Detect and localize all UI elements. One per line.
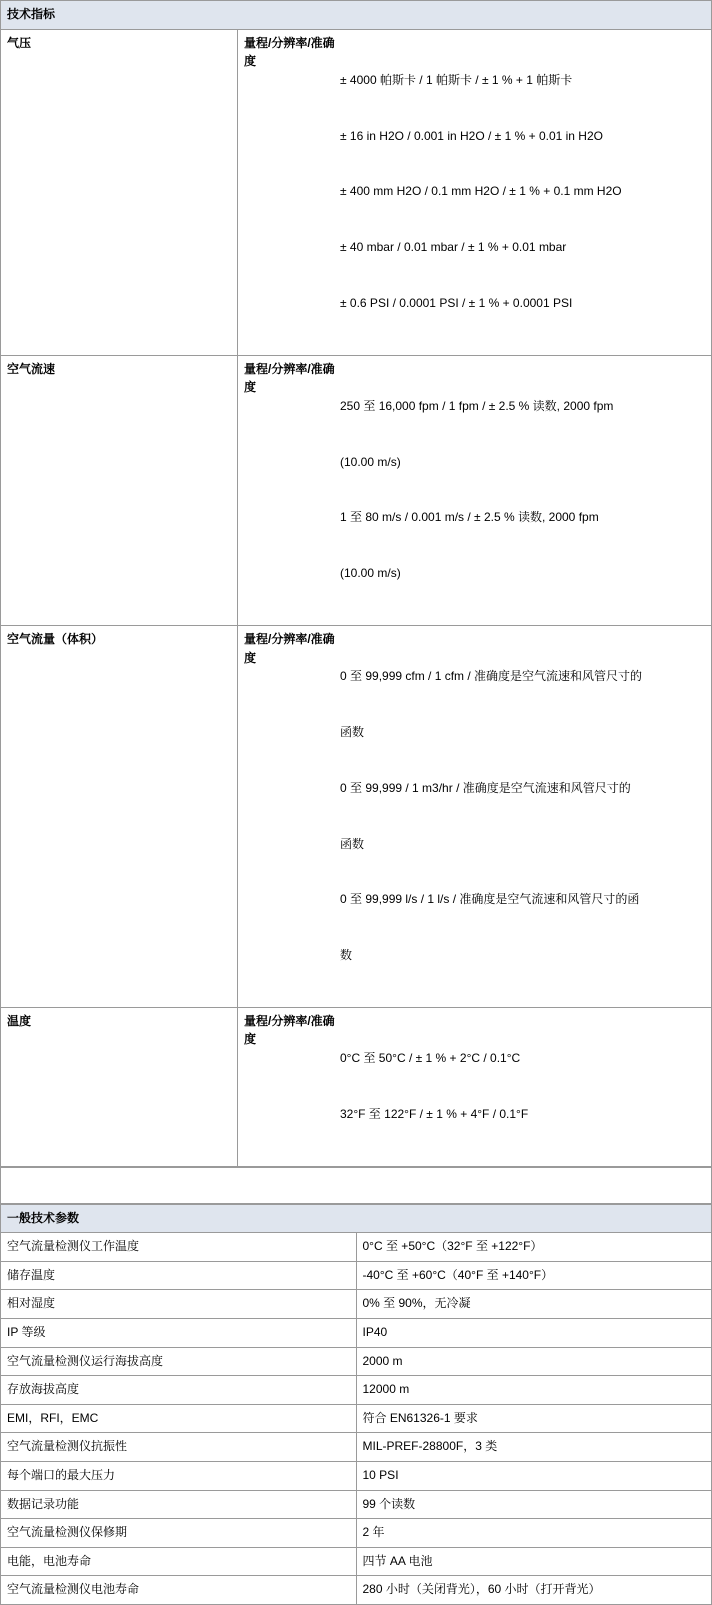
- table-row: [1, 1376, 712, 1405]
- row-value: 99 个读数: [356, 1490, 712, 1519]
- table-row: [1, 1433, 712, 1462]
- row-label: 空气流量检测仪运行海拔高度: [1, 1347, 357, 1376]
- row-sublabel: 量程/分辨率/准确度: [244, 35, 335, 69]
- value-line: ± 40 mbar / 0.01 mbar / ± 1 % + 0.01 mbar: [340, 240, 567, 255]
- technical-spec-header-row: [1, 1, 712, 30]
- spacer-cell: [1, 1167, 712, 1203]
- row-value: 280 小时（关闭背光），60 小时（打开背光）: [356, 1576, 712, 1605]
- row-label: 空气流量检测仪工作温度: [1, 1233, 357, 1262]
- row-value: 2 年: [356, 1519, 712, 1548]
- row-value: 2000 m: [356, 1347, 712, 1376]
- row-label: 空气流量检测仪抗振性: [1, 1433, 357, 1462]
- row-value-lines: [340, 630, 705, 1002]
- general-spec-table: [0, 1204, 712, 1605]
- general-spec-header-row: [1, 1204, 712, 1233]
- table-row: [1, 1007, 712, 1166]
- row-label: 空气流量检测仪电池寿命: [1, 1576, 357, 1605]
- row-value: [238, 355, 712, 625]
- table-gap: [0, 1167, 712, 1204]
- row-value: -40°C 至 +60°C（40°F 至 +140°F）: [356, 1261, 712, 1290]
- value-line: 32°F 至 122°F / ± 1 % + 4°F / 0.1°F: [340, 1106, 529, 1121]
- value-line: ± 400 mm H2O / 0.1 mm H2O / ± 1 % + 0.1 mm H2O: [340, 184, 622, 199]
- table-row: [1, 1404, 712, 1433]
- row-label: 温度: [1, 1007, 238, 1166]
- row-value: [238, 1007, 712, 1166]
- row-label: 储存温度: [1, 1261, 357, 1290]
- row-value: [238, 29, 712, 355]
- row-sublabel: 量程/分辨率/准确度: [244, 1013, 335, 1047]
- row-value: 四节 AA 电池: [356, 1547, 712, 1576]
- value-line: 0 至 99,999 l/s / 1 l/s / 准确度是空气流速和风管尺寸的函: [340, 892, 640, 907]
- row-label: 相对湿度: [1, 1290, 357, 1319]
- value-line: 数: [340, 948, 353, 963]
- row-label: 数据记录功能: [1, 1490, 357, 1519]
- table-row: [1, 1519, 712, 1548]
- value-line: 函数: [340, 724, 365, 739]
- value-line: ± 4000 帕斯卡 / 1 帕斯卡 / ± 1 % + 1 帕斯卡: [340, 72, 573, 87]
- row-label: 空气流量（体积）: [1, 626, 238, 1008]
- row-value: 10 PSI: [356, 1461, 712, 1490]
- table-row: [1, 1547, 712, 1576]
- row-label: 每个端口的最大压力: [1, 1461, 357, 1490]
- row-value: 符合 EN61326-1 要求: [356, 1404, 712, 1433]
- table-row: [1, 29, 712, 355]
- value-line: 0°C 至 50°C / ± 1 % + 2°C / 0.1°C: [340, 1051, 521, 1066]
- row-value: MIL-PREF-28800F，3 类: [356, 1433, 712, 1462]
- table-row: [1, 1261, 712, 1290]
- row-sublabel: 量程/分辨率/准确度: [244, 632, 335, 665]
- row-value: 0% 至 90%，无冷凝: [356, 1290, 712, 1319]
- table-row: [1, 1290, 712, 1319]
- value-line: (10.00 m/s): [340, 566, 401, 581]
- table-row: [1, 1319, 712, 1348]
- table-row: [1, 1461, 712, 1490]
- table-row: [1, 1233, 712, 1262]
- row-value: 0°C 至 +50°C（32°F 至 +122°F）: [356, 1233, 712, 1262]
- table-row: [1, 626, 712, 1008]
- row-label: 空气流量检测仪保修期: [1, 1519, 357, 1548]
- value-line: 函数: [340, 836, 365, 851]
- row-value: [238, 626, 712, 1008]
- row-label: 存放海拔高度: [1, 1376, 357, 1405]
- row-label: EMI，RFI，EMC: [1, 1404, 357, 1433]
- value-line: ± 16 in H2O / 0.001 in H2O / ± 1 % + 0.01 in H2O: [340, 128, 603, 143]
- row-value: IP40: [356, 1319, 712, 1348]
- table-row: [1, 1490, 712, 1519]
- row-value-lines: [340, 360, 705, 620]
- row-label: IP 等级: [1, 1319, 357, 1348]
- value-line: 0 至 99,999 / 1 m3/hr / 准确度是空气流速和风管尺寸的: [340, 780, 631, 795]
- general-spec-title: 一般技术参数: [1, 1204, 712, 1233]
- row-label: 空气流速: [1, 355, 238, 625]
- row-value-lines: [340, 34, 705, 350]
- value-line: ± 0.6 PSI / 0.0001 PSI / ± 1 % + 0.0001 PSI: [340, 295, 573, 310]
- row-sublabel: 量程/分辨率/准确度: [244, 361, 335, 395]
- technical-spec-title: 技术指标: [1, 1, 712, 30]
- value-line: 250 至 16,000 fpm / 1 fpm / ± 2.5 % 读数, 2000 fpm: [340, 398, 614, 413]
- row-value: 12000 m: [356, 1376, 712, 1405]
- row-value-lines: [340, 1012, 705, 1161]
- value-line: 0 至 99,999 cfm / 1 cfm / 准确度是空气流速和风管尺寸的: [340, 669, 643, 684]
- table-row: [1, 1347, 712, 1376]
- row-label: 气压: [1, 29, 238, 355]
- table-row: [1, 355, 712, 625]
- value-line: 1 至 80 m/s / 0.001 m/s / ± 2.5 % 读数, 2000 fpm: [340, 510, 599, 525]
- row-label: 电能，电池寿命: [1, 1547, 357, 1576]
- value-line: (10.00 m/s): [340, 454, 401, 469]
- table-row: [1, 1576, 712, 1605]
